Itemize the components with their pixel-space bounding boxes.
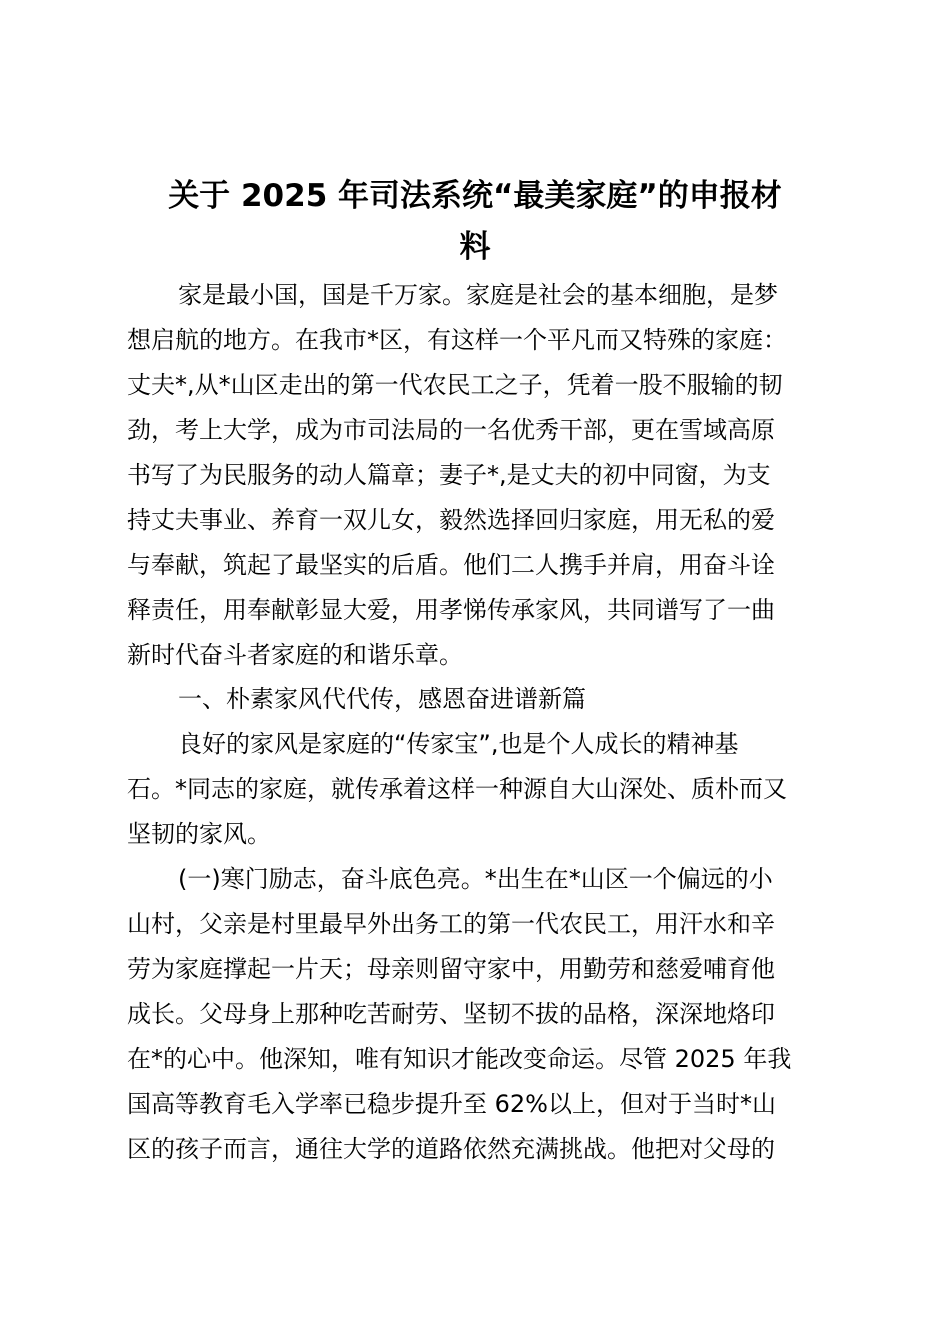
paragraph-4-line-7: 区的孩子而言，通往大学的道路依然充满挑战。他把对父母的 bbox=[127, 1135, 775, 1163]
paragraph-1-line-1: 家是最小国，国是千万家。家庭是社会的基本细胞，是梦 bbox=[178, 281, 778, 309]
paragraph-1-line-2: 想启航的地方。在我市*区，有这样一个平凡而又特殊的家庭： bbox=[127, 326, 787, 354]
document-title-line-2: 料 bbox=[459, 229, 491, 265]
paragraph-4-line-4: 成长。父母身上那种吃苦耐劳、坚韧不拔的品格，深深地烙印 bbox=[127, 1000, 775, 1028]
paragraph-3-line-1: 良好的家风是家庭的“传家宝”,也是个人成长的精神基 bbox=[178, 730, 739, 758]
section-heading-1: 一、朴素家风代代传，感恩奋进谱新篇 bbox=[178, 685, 586, 713]
paragraph-4-line-3: 劳为家庭撑起一片天；母亲则留守家中，用勤劳和慈爱哺育他 bbox=[127, 955, 775, 983]
paragraph-4-line-6: 国高等教育毛入学率已稳步提升至 62%以上，但对于当时*山 bbox=[127, 1090, 776, 1118]
paragraph-1-line-4: 劲，考上大学，成为市司法局的一名优秀干部，更在雪域高原 bbox=[127, 416, 775, 444]
paragraph-4-line-5: 在*的心中。他深知，唯有知识才能改变命运。尽管 2025 年我 bbox=[127, 1045, 792, 1073]
paragraph-3-line-2: 石。*同志的家庭，就传承着这样一种源自大山深处、质朴而又 bbox=[127, 775, 787, 803]
paragraph-3-line-3: 坚韧的家风。 bbox=[127, 820, 271, 848]
paragraph-1-line-8: 释责任，用奉献彰显大爱，用孝悌传承家风，共同谱写了一曲 bbox=[127, 596, 775, 624]
paragraph-1-line-7: 与奉献，筑起了最坚实的后盾。他们二人携手并肩，用奋斗诠 bbox=[127, 551, 775, 579]
paragraph-1-line-9: 新时代奋斗者家庭的和谐乐章。 bbox=[127, 641, 463, 669]
paragraph-1-line-3: 丈夫*,从*山区走出的第一代农民工之子，凭着一股不服输的韧 bbox=[127, 371, 783, 399]
paragraph-4-line-1: (一)寒门励志，奋斗底色亮。*出生在*山区一个偏远的小 bbox=[178, 865, 773, 893]
document-title-line-1: 关于 2025 年司法系统“最美家庭”的申报材 bbox=[168, 178, 782, 214]
paragraph-1-line-6: 持丈夫事业、养育一双儿女，毅然选择回归家庭，用无私的爱 bbox=[127, 506, 775, 534]
paragraph-4-line-2: 山村，父亲是村里最早外出务工的第一代农民工，用汗水和辛 bbox=[127, 910, 775, 938]
paragraph-1-line-5: 书写了为民服务的动人篇章；妻子*,是丈夫的初中同窗，为支 bbox=[127, 461, 771, 489]
